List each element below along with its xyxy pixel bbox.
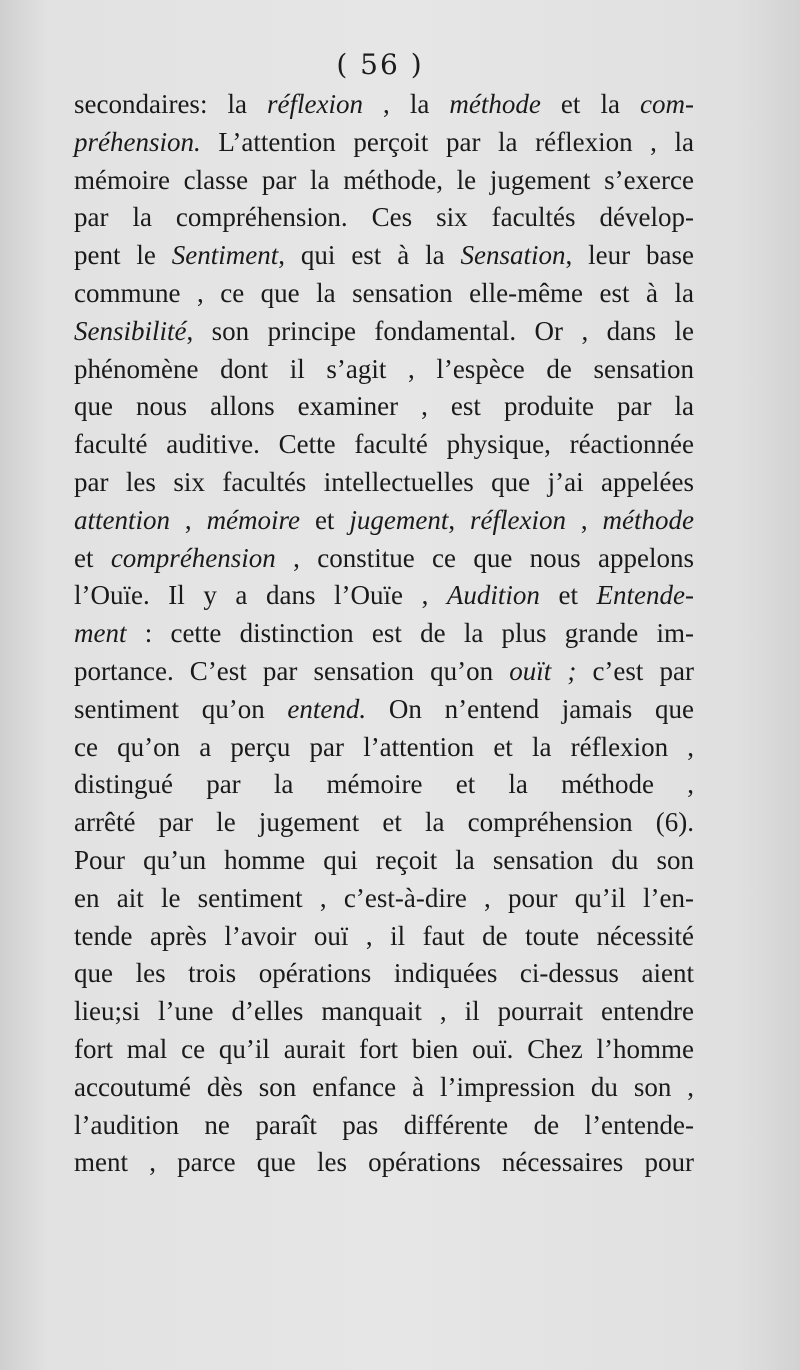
text-segment: mémoire classe par la méthode, le jugement s’exerce: [74, 164, 694, 195]
italic-text: Sensation: [460, 240, 566, 271]
text-segment: faculté auditive. Cette faculté physique, réactionnée: [74, 429, 694, 460]
italic-text: réflexion: [267, 89, 363, 119]
text-line: [74, 880, 694, 918]
text-line: [74, 1069, 694, 1107]
text-segment: On n’entend jamais que: [366, 693, 694, 724]
text-segment: et: [300, 504, 350, 535]
text-line: [74, 804, 694, 842]
text-segment: : cette distinction est de la plus grande im-: [126, 618, 694, 649]
text-segment: , la: [363, 89, 450, 119]
italic-text: méthode: [602, 504, 694, 535]
italic-text: entend.: [287, 693, 367, 724]
italic-text: jugement: [349, 504, 449, 535]
text-segment: distingué par la mémoire et la méthode ,: [74, 769, 694, 800]
italic-text: réflexion: [470, 504, 566, 535]
text-segment: l’audition ne paraît pas différente de l’entende-: [74, 1109, 694, 1140]
text-segment: ,: [565, 504, 603, 535]
text-segment: en ait le sentiment , c’est-à-dire , pour qu’il l’en-: [74, 882, 694, 913]
text-segment: L’attention perçoit par la réflexion , la: [200, 126, 694, 157]
text-line: [74, 388, 694, 426]
text-line: [74, 502, 694, 540]
text-segment: lieu;si l’une d’elles manquait , il pourrait entendre: [74, 996, 694, 1027]
text-segment: et: [539, 580, 597, 611]
italic-text: Audition: [446, 580, 540, 611]
italic-text: ment: [74, 618, 127, 649]
text-line: [74, 86, 694, 124]
text-line: [74, 199, 694, 237]
text-segment: c’est par: [576, 655, 694, 686]
text-line: [74, 162, 694, 200]
text-segment: et: [74, 542, 111, 573]
text-line: [74, 275, 694, 313]
text-line: [74, 766, 694, 804]
text-line: [74, 1031, 694, 1069]
text-line: [74, 955, 694, 993]
italic-text: Sensibilité: [74, 315, 187, 346]
text-segment: portance. C’est par sensation qu’on: [74, 655, 510, 686]
text-line: [74, 691, 694, 729]
text-segment: ,: [170, 504, 207, 535]
italic-text: Sentiment: [171, 240, 279, 271]
text-line: [74, 351, 694, 389]
text-line: [74, 1144, 694, 1182]
text-segment: par les six facultés intellectuelles que j’ai appelées: [74, 466, 694, 497]
text-line: [74, 842, 694, 880]
text-segment: pent le: [74, 240, 172, 271]
text-line: [74, 540, 694, 578]
text-segment: secondaires: la: [74, 89, 268, 119]
italic-text: méthode: [449, 89, 541, 119]
text-segment: ce qu’on a perçu par l’attention et la réflexion ,: [74, 731, 694, 762]
text-line: [74, 653, 694, 691]
body-text: [74, 86, 694, 1182]
italic-text: attention: [74, 504, 170, 535]
text-segment: et la: [540, 89, 640, 119]
text-segment: sentiment qu’on: [74, 693, 288, 724]
text-segment: commune , ce que la sensation elle-même est à la: [74, 277, 694, 308]
text-segment: , son principe fondamental. Or , dans le: [186, 315, 694, 346]
text-line: [74, 993, 694, 1031]
text-line: [74, 615, 694, 653]
italic-text: Entende-: [596, 580, 694, 611]
page-number: ( 56 ): [336, 48, 424, 81]
text-segment: Pour qu’un homme qui reçoit la sensation du son: [74, 844, 694, 875]
italic-text: ouït ;: [509, 655, 577, 686]
italic-text: préhension.: [74, 126, 201, 157]
text-segment: l’Ouïe. Il y a dans l’Ouïe ,: [74, 580, 447, 611]
italic-text: compréhension: [110, 542, 276, 573]
text-segment: ,: [448, 504, 470, 535]
text-segment: que les trois opérations indiquées ci-dessus aient: [74, 958, 694, 989]
text-line: [74, 464, 694, 502]
text-segment: fort mal ce qu’il aurait fort bien ouï. Chez l’homme: [74, 1033, 694, 1064]
text-line: [74, 124, 694, 162]
text-line: [74, 577, 694, 615]
text-segment: que nous allons examiner , est produite par la: [74, 391, 694, 422]
text-segment: phénomène dont il s’agit , l’espèce de sensation: [74, 353, 694, 384]
text-segment: tende après l’avoir ouï , il faut de toute nécessité: [74, 920, 694, 951]
text-segment: , constitue ce que nous appelons: [275, 542, 694, 573]
text-line: [74, 918, 694, 956]
text-segment: arrêté par le jugement et la compréhension (6).: [74, 807, 694, 838]
text-segment: , leur base: [565, 240, 694, 271]
italic-text: com-: [639, 89, 694, 119]
italic-text: mémoire: [206, 504, 301, 535]
text-line: [74, 313, 694, 351]
text-segment: , qui est à la: [278, 240, 461, 271]
text-segment: ment , parce que les opérations nécessaires pour: [74, 1147, 694, 1178]
text-segment: accoutumé dès son enfance à l’impression du son ,: [74, 1071, 694, 1102]
text-line: [74, 426, 694, 464]
text-line: [74, 237, 694, 275]
text-segment: par la compréhension. Ces six facultés dévelop-: [74, 202, 694, 233]
text-line: [74, 1107, 694, 1145]
text-line: [74, 729, 694, 767]
